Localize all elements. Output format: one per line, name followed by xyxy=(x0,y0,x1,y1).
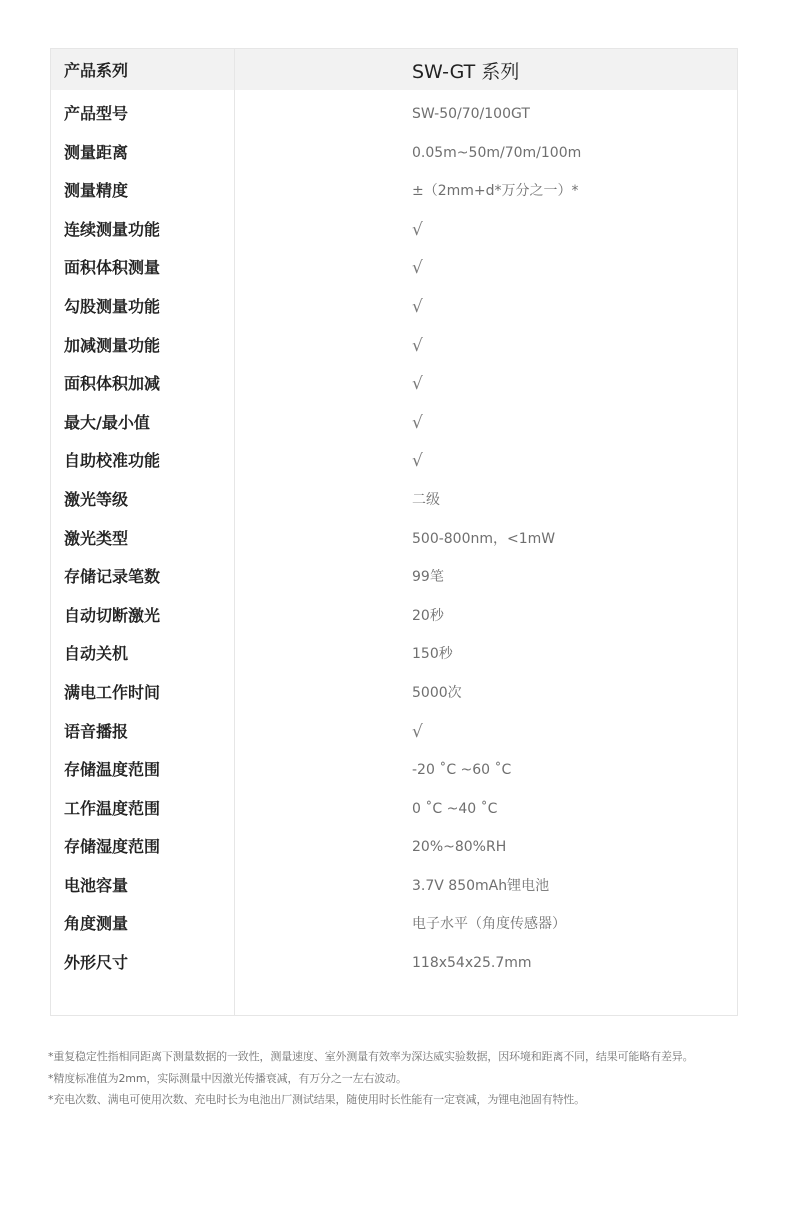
spec-value: 20%~80%RH xyxy=(412,839,507,856)
table-row xyxy=(51,866,737,905)
table-row xyxy=(51,519,737,558)
table-row xyxy=(51,133,737,172)
table-row xyxy=(51,904,737,943)
spec-value: 99笔 xyxy=(412,569,444,586)
check-mark-icon: √ xyxy=(412,296,423,317)
table-row xyxy=(51,94,737,133)
spec-label: 连续测量功能 xyxy=(64,219,161,239)
spec-label: 勾股测量功能 xyxy=(64,296,161,316)
table-row xyxy=(51,673,737,712)
spec-label: 产品型号 xyxy=(64,104,129,123)
footnote: *重复稳定性指相同距离下测量数据的一致性，测量速度、室外测量有效率为深达威实验数据，因环境和距离不同，结果可能略有差异。 xyxy=(48,1050,694,1063)
footnotes xyxy=(48,1046,783,1111)
check-mark-icon: √ xyxy=(412,374,423,395)
table-row xyxy=(51,943,737,982)
check-mark-icon: √ xyxy=(412,451,423,472)
spec-label: 满电工作时间 xyxy=(64,682,161,702)
spec-label: 工作温度范围 xyxy=(64,798,161,818)
spec-value: SW-50/70/100GT xyxy=(412,106,530,122)
spec-label: 激光类型 xyxy=(64,528,129,548)
check-mark-icon: √ xyxy=(412,721,423,742)
table-row xyxy=(51,364,737,403)
spec-table xyxy=(50,48,738,1016)
check-mark-icon: √ xyxy=(412,258,423,279)
check-mark-icon: √ xyxy=(412,412,423,433)
spec-value: 二级 xyxy=(412,491,440,508)
spec-label: 角度测量 xyxy=(64,914,129,934)
spec-value: -20 ˚C ~60 ˚C xyxy=(412,762,512,779)
spec-value: ±（2mm+d*万分之一）* xyxy=(412,183,579,200)
table-row xyxy=(51,789,737,828)
table-row xyxy=(51,480,737,519)
table-row xyxy=(51,248,737,287)
spec-value: 电子水平（角度传感器） xyxy=(412,916,566,933)
table-row xyxy=(51,557,737,596)
spec-label: 语音播报 xyxy=(64,721,129,741)
spec-label: 自助校准功能 xyxy=(64,451,161,471)
table-row xyxy=(51,210,737,249)
spec-rows xyxy=(51,94,737,982)
spec-value: 3.7V 850mAh锂电池 xyxy=(412,877,550,894)
spec-label: 存储记录笔数 xyxy=(64,567,161,587)
spec-label: 自动切断激光 xyxy=(64,605,161,625)
footnote: *精度标准值为2mm，实际测量中因激光传播衰减，有万分之一左右波动。 xyxy=(48,1071,407,1085)
spec-label: 测量精度 xyxy=(64,181,129,201)
spec-value: 500-800nm，<1mW xyxy=(412,530,556,547)
check-mark-icon: √ xyxy=(412,219,423,240)
spec-label: 面积体积测量 xyxy=(64,258,161,278)
spec-label: 电池容量 xyxy=(64,875,129,895)
table-row xyxy=(51,827,737,866)
table-row xyxy=(51,326,737,365)
table-row xyxy=(51,171,737,210)
table-row xyxy=(51,287,737,326)
spec-value: 0.05m~50m/70m/100m xyxy=(412,144,582,161)
check-mark-icon: √ xyxy=(412,335,423,356)
spec-label: 外形尺寸 xyxy=(64,953,129,973)
spec-label: 激光等级 xyxy=(64,489,129,509)
spec-label: 存储湿度范围 xyxy=(64,837,161,857)
table-row xyxy=(51,750,737,789)
footnote: *充电次数、满电可使用次数、充电时长为电池出厂测试结果，随使用时长性能有一定衰减，为锂电池固有特性。 xyxy=(48,1093,585,1106)
table-row xyxy=(51,596,737,635)
spec-value: 150秒 xyxy=(412,646,453,663)
table-row xyxy=(51,441,737,480)
header-series-title: SW-GT 系列 xyxy=(412,61,520,83)
spec-label: 自动关机 xyxy=(64,644,129,664)
spec-value: 20秒 xyxy=(412,607,444,624)
spec-value: 0 ˚C ~40 ˚C xyxy=(412,800,498,817)
table-row xyxy=(51,403,737,442)
spec-value: 118x54x25.7mm xyxy=(412,955,532,972)
table-row xyxy=(51,634,737,673)
spec-label: 面积体积加减 xyxy=(64,374,161,394)
spec-label: 测量距离 xyxy=(64,142,129,162)
spec-label: 加减测量功能 xyxy=(64,335,161,355)
table-header xyxy=(51,49,737,90)
spec-value: 5000次 xyxy=(412,684,462,701)
spec-label: 存储温度范围 xyxy=(64,760,161,780)
table-row xyxy=(51,712,737,751)
spec-label: 最大/最小值 xyxy=(64,412,150,432)
header-label: 产品系列 xyxy=(64,61,129,80)
